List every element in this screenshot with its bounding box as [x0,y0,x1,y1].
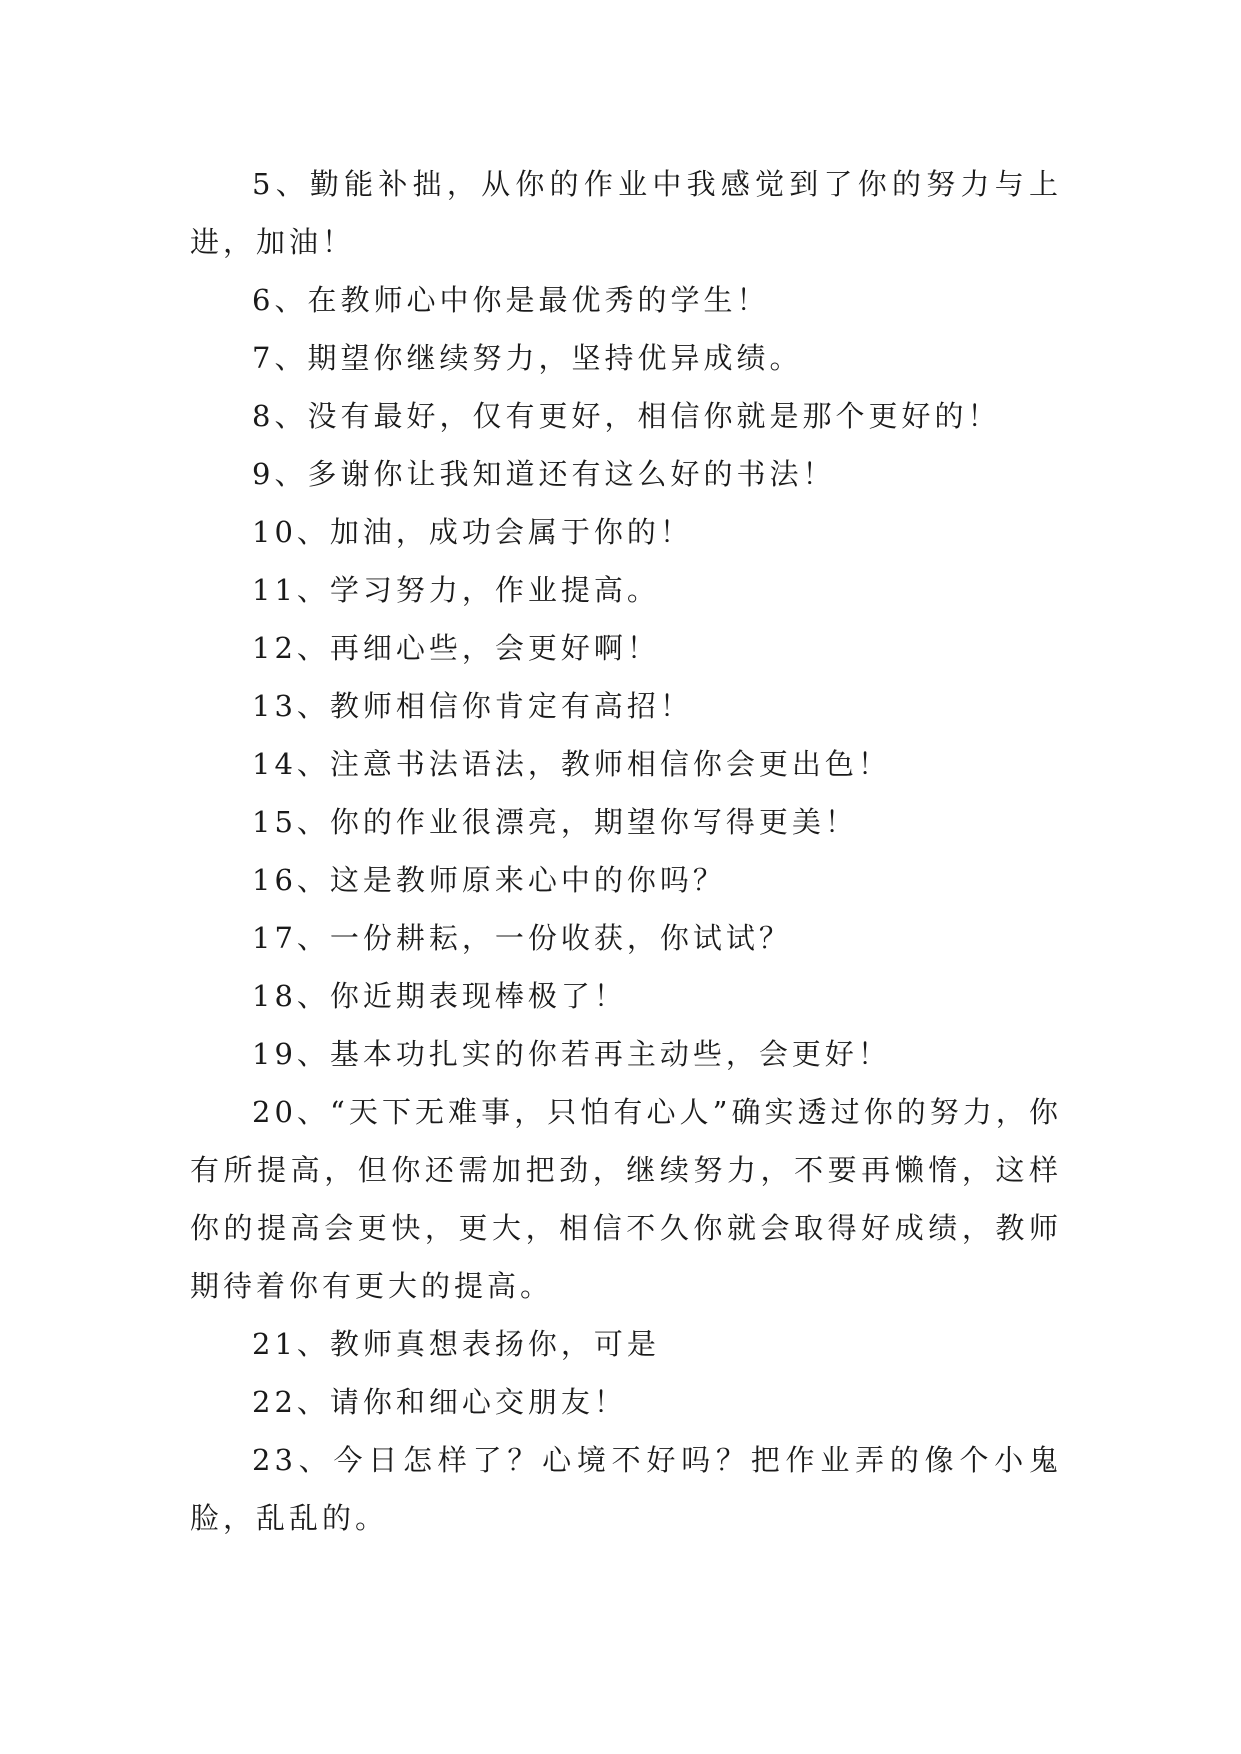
paragraph-21: 21、教师真想表扬你，可是 [252,1327,660,1361]
paragraph-20: 20、“天下无难事，只怕有心人”确实透过你的努力，你有所提高，但你还需加把劲，继续努力，不要再懒惰，这样你的提高会更快，更大，相信不久你就会取得好成绩，教师期待着你有更大的提高。 [190,1095,1062,1303]
paragraph-12: 12、再细心些，会更好啊！ [252,631,660,665]
paragraph-22: 22、请你和细心交朋友！ [252,1385,627,1419]
paragraph-5: 5、勤能补拙，从你的作业中我感觉到了你的努力与上进，加油！ [190,167,1062,259]
paragraph-16: 16、这是教师原来心中的你吗？ [252,863,726,897]
paragraph-13: 13、教师相信你肯定有高招！ [252,689,693,723]
paragraph-6: 6、在教师心中你是最优秀的学生！ [252,283,770,317]
paragraph-8: 8、没有最好，仅有更好，相信你就是那个更好的！ [252,399,1001,433]
paragraph-11: 11、学习努力，作业提高。 [252,573,660,607]
paragraph-10: 10、加油，成功会属于你的！ [252,515,693,549]
paragraph-18: 18、你近期表现棒极了！ [252,979,627,1013]
paragraph-9: 9、多谢你让我知道还有这么好的书法！ [252,457,836,491]
paragraph-19: 19、基本功扎实的你若再主动些，会更好！ [252,1037,891,1071]
paragraph-23: 23、今日怎样了？心境不好吗？把作业弄的像个小鬼脸，乱乱的。 [190,1443,1062,1535]
paragraph-17: 17、一份耕耘，一份收获，你试试？ [252,921,792,955]
paragraph-15: 15、你的作业很漂亮，期望你写得更美！ [252,805,858,839]
paragraph-14: 14、注意书法语法，教师相信你会更出色！ [252,747,891,781]
paragraph-7: 7、期望你继续努力，坚持优异成绩。 [252,341,803,375]
document-body [190,155,1062,1547]
